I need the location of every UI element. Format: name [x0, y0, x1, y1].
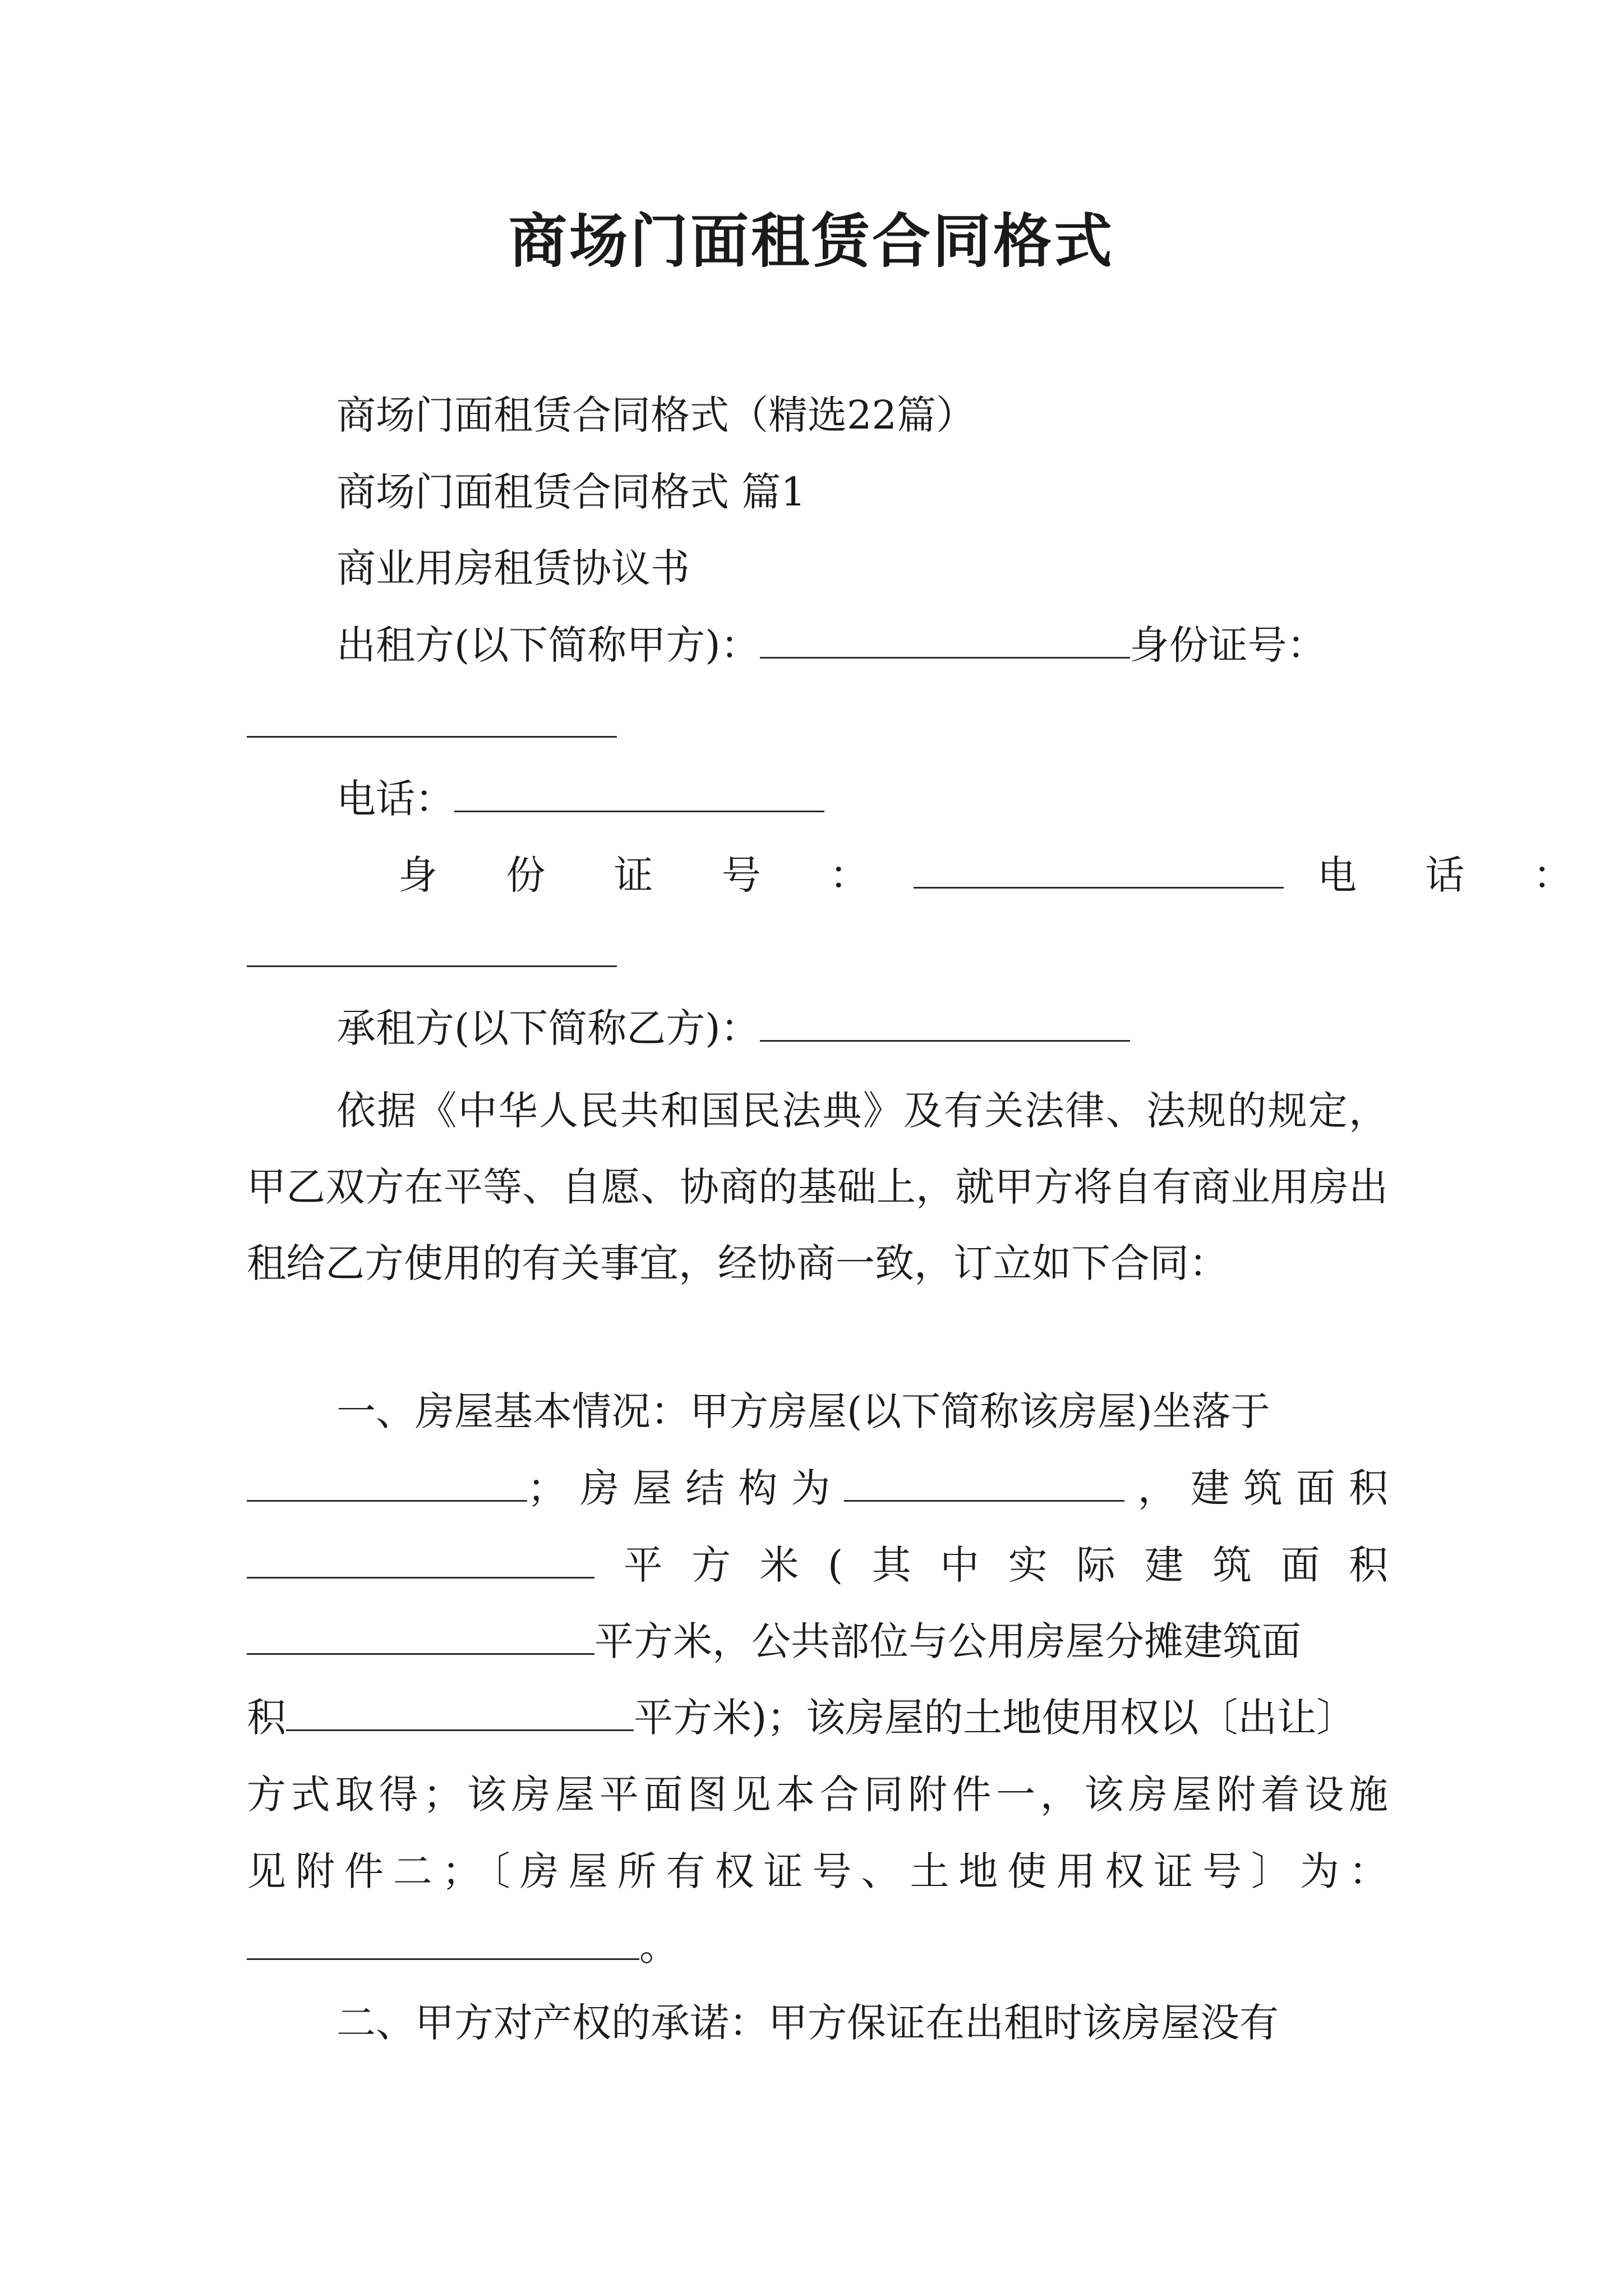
second-phone-label: 电 话 ： [1317, 852, 1601, 898]
subtitle: 商场门面租赁合同格式（精选22篇） [336, 392, 976, 438]
actual-area-blank [247, 1621, 594, 1655]
clause1-line7: 见附件二；〔房屋所有权证号、土地使用权证号〕为： [247, 1848, 1388, 1894]
lessee-label: 承租方(以下简称乙方)： [336, 1005, 760, 1051]
clause1-line3: 平方米(其中实际建筑面积 [247, 1537, 1388, 1593]
lessor-name-blank [760, 624, 1130, 659]
shared-area-blank [286, 1697, 634, 1731]
area-blank [247, 1544, 594, 1579]
clause2-line1: 二、甲方对产权的承诺：甲方保证在出租时该房屋没有 [336, 2000, 1279, 2046]
second-id-label: 身 份 证 号 ： [398, 852, 897, 898]
lessor-phone-label: 电话： [336, 776, 454, 822]
clause1-line5: 积 平方米)；该房屋的土地使用权以〔出让〕 [247, 1695, 1356, 1741]
second-phone-blank [247, 965, 617, 967]
lessor-id-blank [247, 736, 617, 738]
lessor-phone-line [336, 771, 1388, 827]
certificate-number-blank [247, 1926, 639, 1960]
lessor-id-label: 身份证号： [1129, 622, 1326, 668]
location-blank [247, 1467, 527, 1502]
agreement-title: 商业用房租赁协议书 [336, 545, 690, 591]
lessor-label: 出租方(以下简称甲方)： [336, 622, 760, 668]
lessee-line [336, 1000, 1388, 1056]
clause1-line2: ；房屋结构为 ，建筑面积 [247, 1460, 1388, 1516]
document-title: 商场门面租赁合同格式 [508, 206, 1114, 275]
intro-paragraph: 依据《中华人民共和国民法典》及有关法律、法规的规定，甲乙双方在平等、自愿、协商的基础上，就甲方将自有商业用房出租给乙方使用的有关事宜，经协商一致，订立如下合同： [247, 1088, 1388, 1286]
clause1-line4: 平方米，公共部位与公用房屋分摊建筑面 [247, 1613, 1388, 1669]
lessee-name-blank [760, 1007, 1130, 1042]
clause1-line8: 。 [247, 1918, 1388, 1975]
structure-blank [844, 1467, 1124, 1502]
clause1-line6: 方式取得；该房屋平面图见本合同附件一，该房屋附着设施 [247, 1772, 1388, 1818]
lessor-line [336, 617, 1388, 673]
chapter-heading: 商场门面租赁合同格式 篇1 [336, 469, 806, 515]
lessor-phone-blank [454, 778, 824, 812]
second-id-line [398, 847, 1601, 903]
clause1-line1: 一、房屋基本情况：甲方房屋(以下简称该房屋)坐落于 [336, 1388, 1270, 1434]
second-id-blank [914, 854, 1284, 889]
